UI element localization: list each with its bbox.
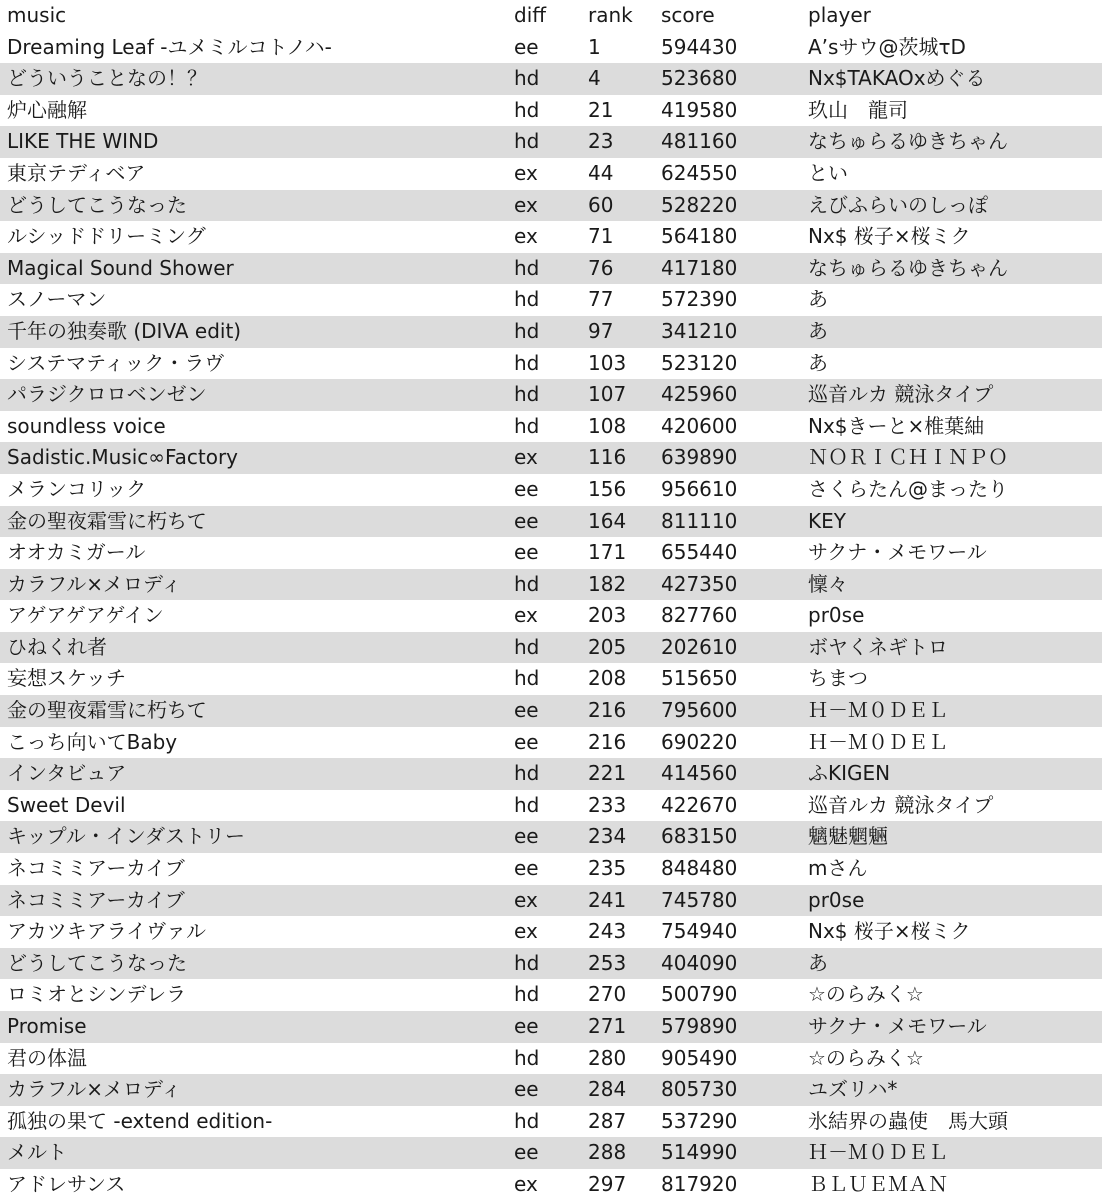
cell-player: あ — [801, 348, 1102, 380]
cell-diff: hd — [507, 253, 581, 285]
cell-diff: hd — [507, 1106, 581, 1138]
cell-score: 817920 — [654, 1169, 801, 1201]
cell-diff: ex — [507, 442, 581, 474]
cell-rank: 108 — [581, 411, 654, 443]
cell-rank: 76 — [581, 253, 654, 285]
column-header-player: player — [801, 0, 1102, 32]
cell-diff: hd — [507, 411, 581, 443]
cell-rank: 171 — [581, 537, 654, 569]
cell-score: 639890 — [654, 442, 801, 474]
cell-player: Ｈ－Ｍ０ＤＥＬ — [801, 1137, 1102, 1169]
cell-music: こっち向いてBaby — [0, 727, 507, 759]
cell-player: ☆のらみく☆ — [801, 979, 1102, 1011]
cell-music: カラフル×メロディ — [0, 569, 507, 601]
table-row — [0, 916, 1102, 948]
cell-music: ひねくれ者 — [0, 632, 507, 664]
table-row — [0, 63, 1102, 95]
table-row — [0, 442, 1102, 474]
cell-music: インタビュア — [0, 758, 507, 790]
cell-music: Sadistic.Music∞Factory — [0, 442, 507, 474]
cell-score: 690220 — [654, 727, 801, 759]
cell-player: 魑魅魍魎 — [801, 821, 1102, 853]
cell-music: カラフル×メロディ — [0, 1074, 507, 1106]
cell-player: Ｈ－Ｍ０ＤＥＬ — [801, 695, 1102, 727]
cell-rank: 60 — [581, 190, 654, 222]
cell-diff: hd — [507, 284, 581, 316]
cell-rank: 235 — [581, 853, 654, 885]
cell-music: どういうことなの！？ — [0, 63, 507, 95]
cell-music: Dreaming Leaf -ユメミルコトノハ- — [0, 32, 507, 64]
cell-rank: 203 — [581, 600, 654, 632]
cell-score: 848480 — [654, 853, 801, 885]
cell-music: Magical Sound Shower — [0, 253, 507, 285]
cell-rank: 233 — [581, 790, 654, 822]
cell-rank: 1 — [581, 32, 654, 64]
cell-rank: 4 — [581, 63, 654, 95]
cell-score: 427350 — [654, 569, 801, 601]
cell-music: 千年の独奏歌 (DIVA edit) — [0, 316, 507, 348]
cell-score: 523120 — [654, 348, 801, 380]
cell-player: なちゅらるゆきちゃん — [801, 126, 1102, 158]
table-row — [0, 1074, 1102, 1106]
table-row — [0, 948, 1102, 980]
cell-score: 537290 — [654, 1106, 801, 1138]
table-row — [0, 126, 1102, 158]
cell-player: 玖山 龍司 — [801, 95, 1102, 127]
table-row — [0, 284, 1102, 316]
table-row — [0, 695, 1102, 727]
cell-rank: 107 — [581, 379, 654, 411]
table-row — [0, 853, 1102, 885]
cell-rank: 280 — [581, 1043, 654, 1075]
cell-music: オオカミガール — [0, 537, 507, 569]
cell-diff: ee — [507, 853, 581, 885]
cell-diff: ee — [507, 32, 581, 64]
cell-diff: hd — [507, 95, 581, 127]
cell-rank: 284 — [581, 1074, 654, 1106]
cell-score: 754940 — [654, 916, 801, 948]
cell-diff: ee — [507, 695, 581, 727]
cell-player: ボヤくネギトロ — [801, 632, 1102, 664]
cell-music: ネコミミアーカイブ — [0, 885, 507, 917]
cell-player: 氷結界の蟲使 馬大頭 — [801, 1106, 1102, 1138]
table-row — [0, 190, 1102, 222]
cell-music: 孤独の果て -extend edition- — [0, 1106, 507, 1138]
cell-score: 422670 — [654, 790, 801, 822]
cell-score: 795600 — [654, 695, 801, 727]
cell-score: 341210 — [654, 316, 801, 348]
cell-player: Nx$ 桜子×桜ミク — [801, 916, 1102, 948]
cell-music: アゲアゲアゲイン — [0, 600, 507, 632]
cell-diff: ee — [507, 821, 581, 853]
table-row — [0, 32, 1102, 64]
table-row — [0, 790, 1102, 822]
column-header-score: score — [654, 0, 801, 32]
cell-rank: 216 — [581, 695, 654, 727]
cell-music: 炉心融解 — [0, 95, 507, 127]
table-row — [0, 537, 1102, 569]
cell-player: A’sサウ@茨城τD — [801, 32, 1102, 64]
table-row — [0, 253, 1102, 285]
cell-rank: 23 — [581, 126, 654, 158]
cell-score: 745780 — [654, 885, 801, 917]
cell-player: pr0se — [801, 885, 1102, 917]
cell-diff: hd — [507, 348, 581, 380]
cell-music: 金の聖夜霜雪に朽ちて — [0, 695, 507, 727]
cell-music: Promise — [0, 1011, 507, 1043]
cell-music: 妄想スケッチ — [0, 663, 507, 695]
cell-rank: 271 — [581, 1011, 654, 1043]
cell-music: ルシッドドリーミング — [0, 221, 507, 253]
cell-score: 481160 — [654, 126, 801, 158]
cell-music: 東京テディベア — [0, 158, 507, 190]
cell-player: mさん — [801, 853, 1102, 885]
cell-player: 巡音ルカ 競泳タイプ — [801, 379, 1102, 411]
cell-player: とい — [801, 158, 1102, 190]
cell-player: Nx$TAKAOxめぐる — [801, 63, 1102, 95]
cell-score: 419580 — [654, 95, 801, 127]
cell-rank: 71 — [581, 221, 654, 253]
cell-player: Nx$ 桜子×桜ミク — [801, 221, 1102, 253]
cell-score: 202610 — [654, 632, 801, 664]
table-row — [0, 758, 1102, 790]
table-row — [0, 821, 1102, 853]
cell-diff: ee — [507, 1074, 581, 1106]
cell-music: パラジクロロベンゼン — [0, 379, 507, 411]
cell-player: ちまつ — [801, 663, 1102, 695]
table-row — [0, 663, 1102, 695]
cell-diff: ex — [507, 158, 581, 190]
cell-player: あ — [801, 284, 1102, 316]
cell-player: ＮＯＲＩＣＨＩＮＰＯ — [801, 442, 1102, 474]
cell-player: KEY — [801, 506, 1102, 538]
cell-rank: 270 — [581, 979, 654, 1011]
cell-rank: 182 — [581, 569, 654, 601]
cell-rank: 208 — [581, 663, 654, 695]
cell-music: どうしてこうなった — [0, 190, 507, 222]
cell-score: 572390 — [654, 284, 801, 316]
cell-diff: hd — [507, 632, 581, 664]
cell-diff: ee — [507, 537, 581, 569]
table-row — [0, 221, 1102, 253]
table-header — [0, 0, 1102, 32]
cell-rank: 297 — [581, 1169, 654, 1201]
cell-player: えびふらいのしっぽ — [801, 190, 1102, 222]
table-row — [0, 158, 1102, 190]
cell-rank: 164 — [581, 506, 654, 538]
table-row — [0, 1169, 1102, 1201]
cell-rank: 44 — [581, 158, 654, 190]
column-header-rank: rank — [581, 0, 654, 32]
cell-score: 594430 — [654, 32, 801, 64]
cell-music: soundless voice — [0, 411, 507, 443]
cell-diff: hd — [507, 316, 581, 348]
cell-rank: 21 — [581, 95, 654, 127]
cell-music: 金の聖夜霜雪に朽ちて — [0, 506, 507, 538]
cell-score: 515650 — [654, 663, 801, 695]
table-row — [0, 600, 1102, 632]
cell-score: 579890 — [654, 1011, 801, 1043]
table-row — [0, 506, 1102, 538]
cell-diff: ex — [507, 916, 581, 948]
cell-player: ユズリハ* — [801, 1074, 1102, 1106]
cell-score: 624550 — [654, 158, 801, 190]
table-row — [0, 474, 1102, 506]
cell-score: 564180 — [654, 221, 801, 253]
table-row — [0, 348, 1102, 380]
table-row — [0, 316, 1102, 348]
cell-rank: 253 — [581, 948, 654, 980]
column-header-diff: diff — [507, 0, 581, 32]
cell-score: 417180 — [654, 253, 801, 285]
cell-music: アドレサンス — [0, 1169, 507, 1201]
cell-diff: ee — [507, 727, 581, 759]
cell-diff: ee — [507, 506, 581, 538]
cell-rank: 243 — [581, 916, 654, 948]
table-row — [0, 727, 1102, 759]
cell-diff: ex — [507, 600, 581, 632]
cell-score: 905490 — [654, 1043, 801, 1075]
cell-player: なちゅらるゆきちゃん — [801, 253, 1102, 285]
cell-diff: ex — [507, 221, 581, 253]
cell-diff: ee — [507, 1011, 581, 1043]
table-row — [0, 95, 1102, 127]
cell-music: メランコリック — [0, 474, 507, 506]
table-row — [0, 885, 1102, 917]
table-body — [0, 32, 1102, 1201]
cell-music: Sweet Devil — [0, 790, 507, 822]
cell-score: 805730 — [654, 1074, 801, 1106]
cell-rank: 156 — [581, 474, 654, 506]
cell-score: 811110 — [654, 506, 801, 538]
cell-player: pr0se — [801, 600, 1102, 632]
cell-diff: hd — [507, 790, 581, 822]
cell-diff: ee — [507, 1137, 581, 1169]
cell-rank: 288 — [581, 1137, 654, 1169]
table-row — [0, 1043, 1102, 1075]
cell-score: 500790 — [654, 979, 801, 1011]
cell-music: キップル・インダストリー — [0, 821, 507, 853]
cell-rank: 205 — [581, 632, 654, 664]
cell-rank: 116 — [581, 442, 654, 474]
cell-music: LIKE THE WIND — [0, 126, 507, 158]
cell-score: 425960 — [654, 379, 801, 411]
cell-score: 514990 — [654, 1137, 801, 1169]
cell-player: あ — [801, 316, 1102, 348]
cell-music: ロミオとシンデレラ — [0, 979, 507, 1011]
cell-rank: 241 — [581, 885, 654, 917]
cell-rank: 216 — [581, 727, 654, 759]
cell-player: ふKIGEN — [801, 758, 1102, 790]
cell-diff: ex — [507, 190, 581, 222]
cell-diff: hd — [507, 1043, 581, 1075]
cell-diff: hd — [507, 948, 581, 980]
cell-score: 414560 — [654, 758, 801, 790]
cell-player: サクナ・メモワール — [801, 1011, 1102, 1043]
cell-score: 956610 — [654, 474, 801, 506]
cell-music: システマティック・ラヴ — [0, 348, 507, 380]
cell-player: 巡音ルカ 競泳タイプ — [801, 790, 1102, 822]
cell-rank: 97 — [581, 316, 654, 348]
cell-diff: hd — [507, 979, 581, 1011]
cell-diff: hd — [507, 758, 581, 790]
cell-music: アカツキアライヴァル — [0, 916, 507, 948]
table-row — [0, 411, 1102, 443]
cell-music: 君の体温 — [0, 1043, 507, 1075]
cell-score: 528220 — [654, 190, 801, 222]
cell-score: 655440 — [654, 537, 801, 569]
cell-diff: hd — [507, 663, 581, 695]
cell-score: 683150 — [654, 821, 801, 853]
table-row — [0, 569, 1102, 601]
cell-diff: ex — [507, 885, 581, 917]
cell-rank: 287 — [581, 1106, 654, 1138]
cell-player: さくらたん@まったり — [801, 474, 1102, 506]
header-row — [0, 0, 1102, 32]
column-header-music: music — [0, 0, 507, 32]
cell-diff: ee — [507, 474, 581, 506]
cell-diff: hd — [507, 379, 581, 411]
cell-score: 404090 — [654, 948, 801, 980]
cell-rank: 234 — [581, 821, 654, 853]
cell-rank: 77 — [581, 284, 654, 316]
cell-diff: ex — [507, 1169, 581, 1201]
cell-player: Ｈ－Ｍ０ＤＥＬ — [801, 727, 1102, 759]
cell-music: どうしてこうなった — [0, 948, 507, 980]
cell-music: ネコミミアーカイブ — [0, 853, 507, 885]
table-row — [0, 1137, 1102, 1169]
cell-diff: hd — [507, 569, 581, 601]
cell-music: スノーマン — [0, 284, 507, 316]
cell-score: 523680 — [654, 63, 801, 95]
table-row — [0, 979, 1102, 1011]
cell-player: ☆のらみく☆ — [801, 1043, 1102, 1075]
cell-rank: 103 — [581, 348, 654, 380]
cell-score: 420600 — [654, 411, 801, 443]
cell-player: ＢＬＵＥＭＡＮ — [801, 1169, 1102, 1201]
cell-player: 懍々 — [801, 569, 1102, 601]
cell-diff: hd — [507, 126, 581, 158]
cell-diff: hd — [507, 63, 581, 95]
table-row — [0, 1011, 1102, 1043]
cell-player: Nx$きーと×椎葉紬 — [801, 411, 1102, 443]
cell-score: 827760 — [654, 600, 801, 632]
table-row — [0, 379, 1102, 411]
cell-player: あ — [801, 948, 1102, 980]
cell-rank: 221 — [581, 758, 654, 790]
table-row — [0, 632, 1102, 664]
cell-music: メルト — [0, 1137, 507, 1169]
table-row — [0, 1106, 1102, 1138]
cell-player: サクナ・メモワール — [801, 537, 1102, 569]
